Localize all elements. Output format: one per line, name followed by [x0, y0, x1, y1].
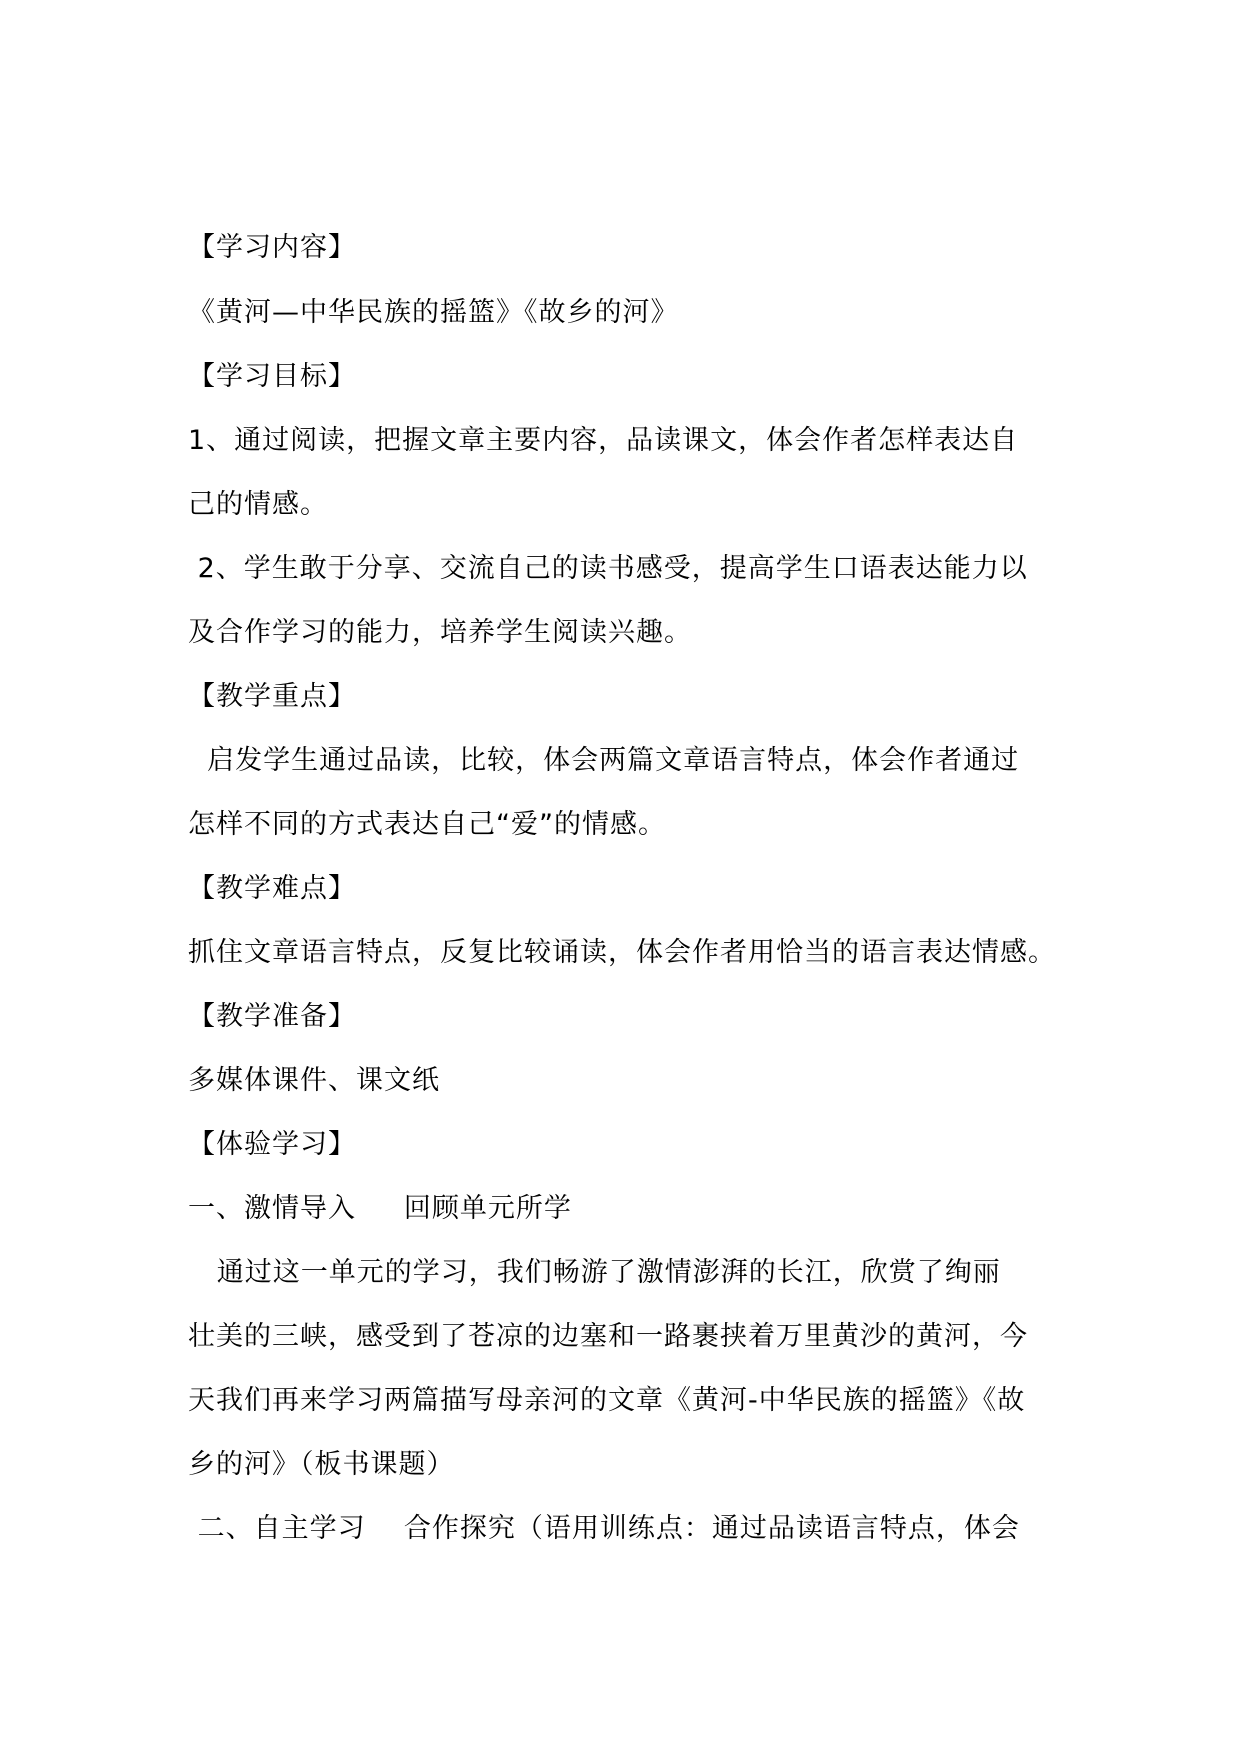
- intro-paragraph-line-3: 天我们再来学习两篇描写母亲河的文章《黄河-中华民族的摇篮》《故: [188, 1385, 1026, 1416]
- goal-1-line-2: 己的情感。: [188, 489, 328, 520]
- section-2-title: 二、自主学习 合作探究（语用训练点：通过品读语言特点，体会: [188, 1513, 1020, 1544]
- goal-2-line-1: 2、学生敢于分享、交流自己的读书感受，提高学生口语表达能力以: [188, 553, 1028, 584]
- lesson-titles: 《黄河—中华民族的摇篮》《故乡的河》: [188, 297, 679, 328]
- heading-teaching-focus: 【教学重点】: [188, 681, 356, 712]
- goal-2-line-2: 及合作学习的能力，培养学生阅读兴趣。: [188, 617, 692, 648]
- goal-1-line-1: 1、通过阅读，把握文章主要内容，品读课文，体会作者怎样表达自: [188, 425, 1019, 456]
- focus-line-1: 启发学生通过品读，比较，体会两篇文章语言特点，体会作者通过: [188, 745, 1020, 776]
- heading-experience-learning: 【体验学习】: [188, 1129, 356, 1160]
- section-1-title: 一、激情导入 回顾单元所学: [188, 1193, 572, 1224]
- intro-paragraph-line-2: 壮美的三峡，感受到了苍凉的边塞和一路裹挟着万里黄沙的黄河，今: [188, 1321, 1028, 1352]
- intro-paragraph-line-4: 乡的河》（板书课题）: [188, 1449, 455, 1480]
- heading-teaching-difficulty: 【教学难点】: [188, 873, 356, 904]
- difficulty-line: 抓住文章语言特点，反复比较诵读，体会作者用恰当的语言表达情感。: [188, 937, 1056, 968]
- heading-teaching-preparation: 【教学准备】: [188, 1001, 356, 1032]
- preparation-line: 多媒体课件、课文纸: [188, 1065, 440, 1096]
- heading-learning-goals: 【学习目标】: [188, 361, 356, 392]
- intro-paragraph-line-1: 通过这一单元的学习，我们畅游了激情澎湃的长江，欣赏了绚丽: [188, 1257, 1001, 1288]
- heading-learning-content: 【学习内容】: [188, 232, 356, 263]
- focus-line-2: 怎样不同的方式表达自己“爱”的情感。: [188, 809, 666, 840]
